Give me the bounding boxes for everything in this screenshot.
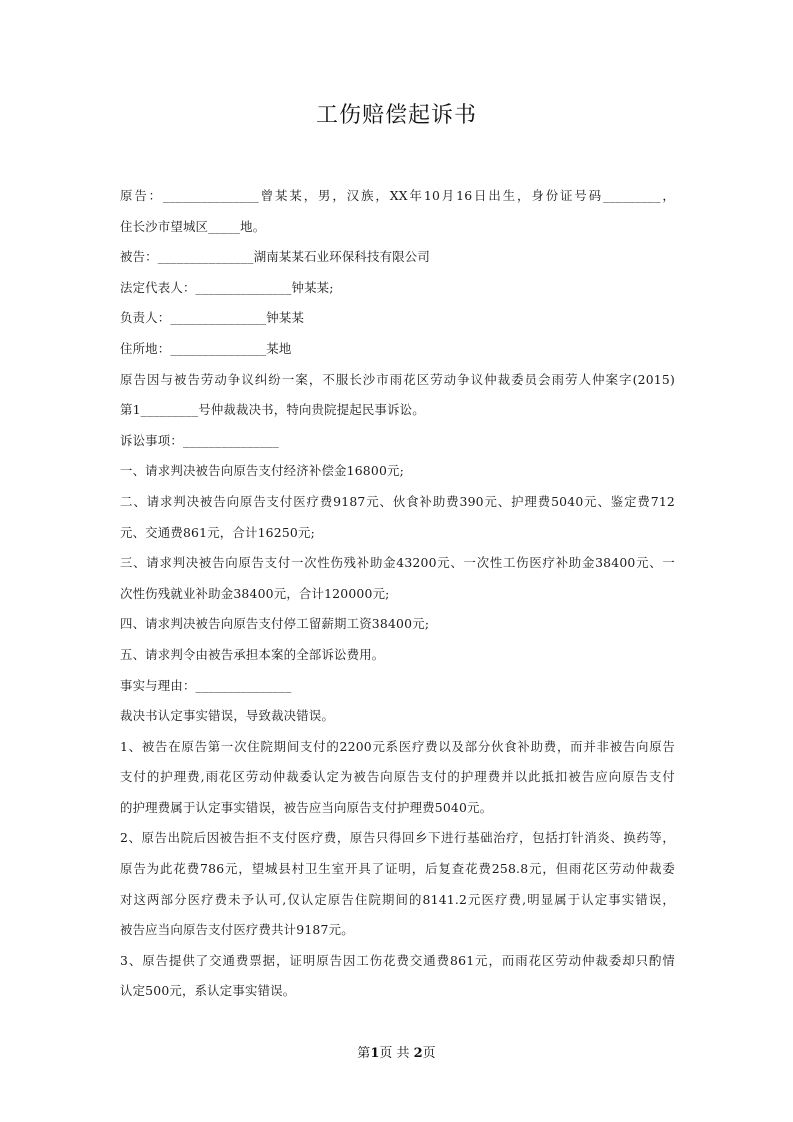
- text-line: 住所地：_______________某地: [120, 340, 292, 356]
- text-line: 对这两部分医疗费未予认可,仅认定原告住院期间的8141.2元医疗费,明显属于认定事实错误，: [120, 891, 675, 907]
- footer-prefix: 第: [357, 1046, 371, 1061]
- footer-suffix: 页: [422, 1046, 436, 1061]
- text-line: 被告：_______________湖南某某石业环保科技有限公司: [120, 249, 430, 265]
- text-line: 第1_________号仲裁裁决书，特向贵院提起民事诉讼。: [120, 402, 425, 418]
- text-line: 住长沙市望城区_____地。: [120, 218, 266, 234]
- text-line: 元、交通费861元，合计16250元;: [120, 524, 315, 540]
- document-body: [120, 181, 675, 1007]
- text-line: 原告因与被告劳动争议纠纷一案，不服长沙市雨花区劳动争议仲裁委员会雨劳人仲案字(2015): [120, 371, 675, 387]
- text-line: 诉讼事项：_______________: [120, 432, 279, 448]
- text-line: 认定500元，系认定事实错误。: [120, 983, 296, 999]
- text-line: 2、原告出院后因被告拒不支付医疗费，原告只得回乡下进行基础治疗，包括打针消炎、换药等，: [120, 830, 675, 846]
- page-footer: [0, 1042, 793, 1061]
- text-line: 裁决书认定事实错误，导致裁决错误。: [120, 708, 335, 724]
- text-line: 负责人：_______________钟某某: [120, 310, 305, 326]
- text-line: 原告：_______________曾某某，男，汉族，XX年10月16日出生，身份证号码_________，: [120, 188, 675, 203]
- text-line: 一、请求判决被告向原告支付经济补偿金16800元;: [120, 463, 405, 479]
- footer-middle: 页 共: [379, 1046, 414, 1061]
- text-line: 原告为此花费786元，望城县村卫生室开具了证明，后复查花费258.8元，但雨花区劳动仲裁委: [120, 861, 675, 877]
- text-line: 3、原告提供了交通费票据，证明原告因工伤花费交通费861元，而雨花区劳动仲裁委却只酌情: [120, 952, 675, 968]
- document-title: 工伤赔偿起诉书: [315, 103, 477, 128]
- text-line: 次性伤残就业补助金38400元，合计120000元;: [120, 585, 390, 601]
- text-line: 三、请求判决被告向原告支付一次性伤残补助金43200元、一次性工伤医疗补助金38400元、一: [120, 555, 675, 571]
- text-line: 四、请求判决被告向原告支付停工留薪期工资38400元;: [120, 616, 430, 632]
- text-line: 法定代表人：_______________钟某某;: [120, 279, 334, 295]
- text-line: 被告应当向原告支付医疗费共计9187元。: [120, 922, 354, 938]
- text-line: 1、被告在原告第一次住院期间支付的2200元系医疗费以及部分伙食补助费，而并非被告向原告: [120, 738, 675, 754]
- text-line: 事实与理由：_______________: [120, 677, 292, 693]
- text-line: 二、请求判决被告向原告支付医疗费9187元、伙食补助费390元、护理费5040元、鉴定费712: [120, 493, 675, 509]
- text-line: 的护理费属于认定事实错误，被告应当向原告支付护理费5040元。: [120, 799, 493, 815]
- footer-current-page: 1: [370, 1046, 380, 1061]
- text-line: 支付的护理费,雨花区劳动仲裁委认定为被告向原告支付的护理费并以此抵扣被告应向原告支付: [120, 769, 675, 785]
- footer-total-pages: 2: [413, 1046, 423, 1061]
- text-line: 五、请求判令由被告承担本案的全部诉讼费用。: [120, 646, 385, 662]
